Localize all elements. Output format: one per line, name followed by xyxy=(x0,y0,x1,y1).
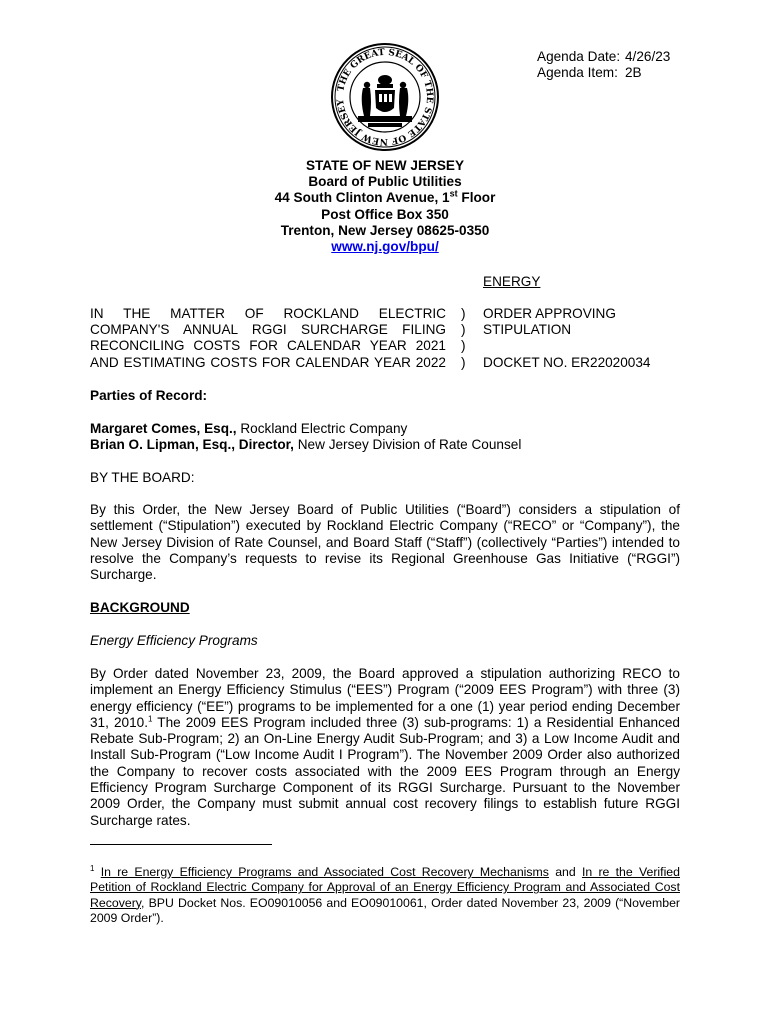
street-address-main: 44 South Clinton Avenue, 1 xyxy=(274,190,450,206)
footnote-rest: , BPU Docket Nos. EO09010056 and EO09010061, Order dated November 23, 2009 (“November 2009 Order”). xyxy=(90,895,680,925)
footnote-number: 1 xyxy=(90,863,95,873)
background-paragraph-part-b: The 2009 EES Program included three (3) sub-programs: 1) a Residential Enhanced Rebate Sub-Program; 2) an On-Line Energy Audit Sub-Program; and 3) a Low Income Audit and Install Sub-Program (“Low Income Audit I Program”). The November 2009 Order also authorized the Company to recover costs associated with the 2009 EES Program through an Energy Efficiency Program Surcharge Component of its RGGI Surcharge. Pursuant to the November 2009 Order, the Company must submit annual cost recovery filings to establish future RGGI Surcharge rates. xyxy=(90,714,680,828)
intro-paragraph: By this Order, the New Jersey Board of Public Utilities (“Board”) considers a stipulation of settlement (“Stipulation”) executed by Rockland Electric Company (“RECO” or “Company”), the New Jersey Division of Rate Counsel, and Board Staff (“Staff”) (collectively “Parties”) intended to resolve the Company’s requests to revise its Regional Greenhouse Gas Initiative (“RGGI”) Surcharge. xyxy=(90,502,680,583)
party-2 xyxy=(90,437,680,453)
state-seal-icon xyxy=(330,42,440,152)
caption-line-2: COMPANY'S ANNUAL RGGI SURCHARGE FILING xyxy=(90,322,446,338)
background-heading: BACKGROUND xyxy=(90,600,190,615)
docket-number: DOCKET NO. ER22020034 xyxy=(483,354,651,370)
order-title-line-2: STIPULATION xyxy=(483,322,572,338)
division-label: ENERGY xyxy=(483,274,541,289)
caption-parens xyxy=(461,306,466,371)
by-the-board: BY THE BOARD: xyxy=(90,470,195,485)
state-name: STATE OF NEW JERSEY xyxy=(305,158,465,173)
caption-line-4: AND ESTIMATING COSTS FOR CALENDAR YEAR 2022 xyxy=(90,354,446,370)
paren-3: ) xyxy=(461,338,466,354)
street-address-sup: st xyxy=(449,188,458,199)
street-address-floor: Floor xyxy=(457,190,496,206)
agenda-item-label: Agenda Item: xyxy=(537,65,618,80)
background-paragraph-part-a: By Order dated November 23, 2009, the Board approved a stipulation authorizing RECO to implement an Energy Efficiency Stimulus (“EES”) Program (“2009 EES Program”) with three (3) energy efficiency (“EE”) programs to be implemented for a one (1) year period ending December 31, 2010. xyxy=(90,666,680,730)
order-title xyxy=(483,306,651,371)
street-address xyxy=(0,190,770,206)
order-title-line-1: ORDER APPROVING xyxy=(483,306,616,321)
party-1-title: , Esq., xyxy=(196,421,237,436)
po-box: Post Office Box 350 xyxy=(321,206,449,222)
background-subheading: Energy Efficiency Programs xyxy=(90,633,258,648)
paren-2: ) xyxy=(461,322,466,338)
footnote-and: and xyxy=(548,865,582,879)
footnote-ref[interactable]: 1 xyxy=(147,714,153,724)
caption-line-3: RECONCILING COSTS FOR CALENDAR YEAR 2021 xyxy=(90,338,446,354)
background-paragraph xyxy=(90,666,680,829)
footnote-divider xyxy=(90,844,272,845)
letterhead xyxy=(0,158,770,255)
party-1-name: Margaret Comes xyxy=(90,421,197,436)
agenda-date-value: 4/26/23 xyxy=(625,49,671,64)
footnote xyxy=(90,865,680,926)
case-caption xyxy=(90,306,446,371)
party-1-org: Rockland Electric Company xyxy=(236,421,408,436)
paren-4: ) xyxy=(461,354,466,370)
agenda-date-label: Agenda Date: xyxy=(537,49,621,64)
bpu-website-link[interactable]: www.nj.gov/bpu/ xyxy=(331,239,439,255)
party-2-org: New Jersey Division of Rate Counsel xyxy=(293,437,522,452)
agenda-block xyxy=(537,49,670,81)
agency-name: Board of Public Utilities xyxy=(308,174,462,190)
footnote-case-1: In re Energy Efficiency Programs and Associated Cost Recovery Mechanisms xyxy=(100,865,549,879)
parties-heading: Parties of Record: xyxy=(90,388,208,403)
seal-text: THE GREAT SEAL OF THE STATE OF NEW JERSEY xyxy=(335,47,435,147)
party-1 xyxy=(90,421,680,437)
caption-line-1: IN THE MATTER OF ROCKLAND ELECTRIC xyxy=(90,306,446,321)
footnote-case-2: In re the Verified Petition of Rockland Electric Company for Approval of an Energy Efficiency Program and Associated Cost Recovery xyxy=(90,865,680,910)
city-state-zip: Trenton, New Jersey 08625-0350 xyxy=(280,222,490,238)
party-2-name: Brian O. Lipman, Esq., Director, xyxy=(90,437,294,452)
agenda-item-value: 2B xyxy=(625,65,642,80)
paren-1: ) xyxy=(461,306,466,321)
